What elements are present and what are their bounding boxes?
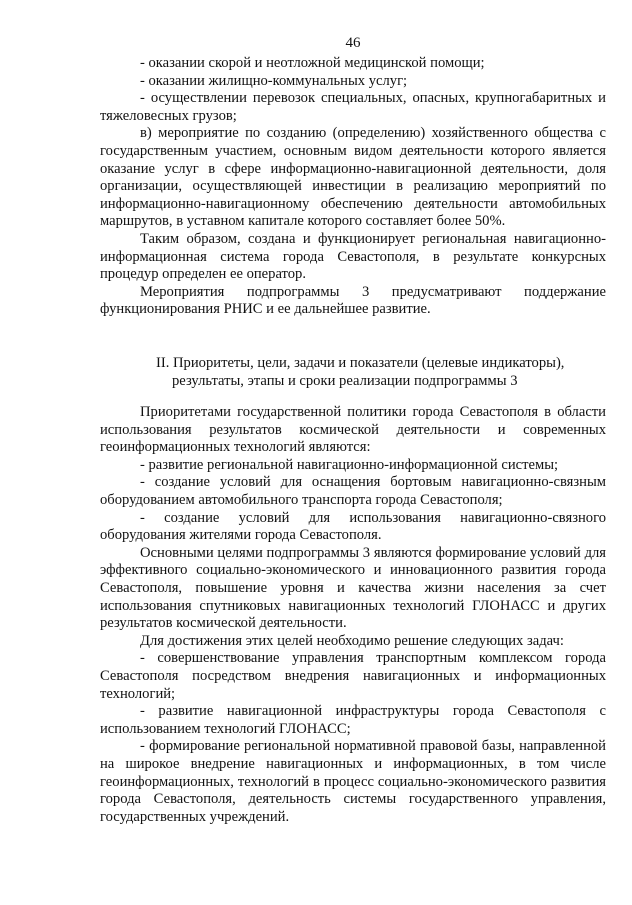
paragraph-task-legal-base: - формирование региональной нормативной правовой базы, направленной на широкое внедрение навигационных и информационных, в том числе геоинформационных, технологий в процесс социально-экономического развития города Севастополя, деятельность системы государственного управления, государственных учреждений. [100, 738, 606, 825]
section-measures [100, 55, 606, 319]
paragraph-item-v: в) мероприятие по созданию (определению) хозяйственного общества с государственным участием, основным видом деятельности которого является оказание услуг в сфере информационно-навигационной деятельности, доля организации, осуществляющей инвестиции в реализацию мероприятий по информационно-навигационному обеспечению деятельности автомобильных маршрутов, в уставном капитале которого составляет более 50%. [100, 125, 606, 230]
paragraph-tasks-intro: Для достижения этих целей необходимо решение следующих задач: [140, 632, 564, 649]
page-number: 46 [345, 35, 361, 51]
paragraph-priorities: Приоритетами государственной политики города Севастополя в области использования результатов космической деятельности и современных геоинформационных технологий являются: [100, 404, 606, 456]
paragraph-task-transport: - совершенствование управления транспортным комплексом города Севастополя посредством внедрения навигационных и информационных технологий; [100, 650, 606, 702]
paragraph-rnis-support: Мероприятия подпрограммы 3 предусматривают поддержание функционирования РНИС и ее дальнейшее развитие. [100, 283, 606, 318]
paragraph-goals: Основными целями подпрограммы 3 являются формирование условий для эффективного социально-экономического и инновационного развития города Севастополя, повышение уровня и качества жизни населения за счет использования спутниковых навигационных технологий ГЛОНАСС и других результатов космической деятельности. [100, 544, 606, 632]
section-heading [100, 355, 606, 390]
paragraph-bullet-residents: - создание условий для использования навигационно-связного оборудования жителями города Севастополя. [100, 509, 606, 544]
paragraph-bullet-onboard: - создание условий для оснащения бортовым навигационно-связным оборудованием автомобильного транспорта города Севастополя; [100, 474, 606, 509]
heading-line-2: результаты, этапы и сроки реализации подпрограммы 3 [172, 372, 518, 389]
paragraph-task-infrastructure: - развитие навигационной инфраструктуры города Севастополя с использованием технологий ГЛОНАСС; [100, 703, 606, 737]
paragraph-bullet-medical: - оказании скорой и неотложной медицинской помощи; [140, 55, 485, 71]
paragraph-bullet-housing: - оказании жилищно-коммунальных услуг; [140, 72, 408, 89]
heading-line-1: II. Приоритеты, цели, задачи и показатели (целевые индикаторы), [156, 354, 565, 371]
paragraph-rnis-created: Таким образом, создана и функционирует региональная навигационно-информационная система города Севастополя, в результате конкурсных процедур определен ее оператор. [100, 230, 606, 283]
section-priorities [100, 404, 606, 826]
paragraph-bullet-cargo: - осуществлении перевозок специальных, опасных, крупногабаритных и тяжеловесных грузов; [100, 90, 606, 124]
paragraph-bullet-rnis: - развитие региональной навигационно-информационной системы; [140, 456, 559, 473]
